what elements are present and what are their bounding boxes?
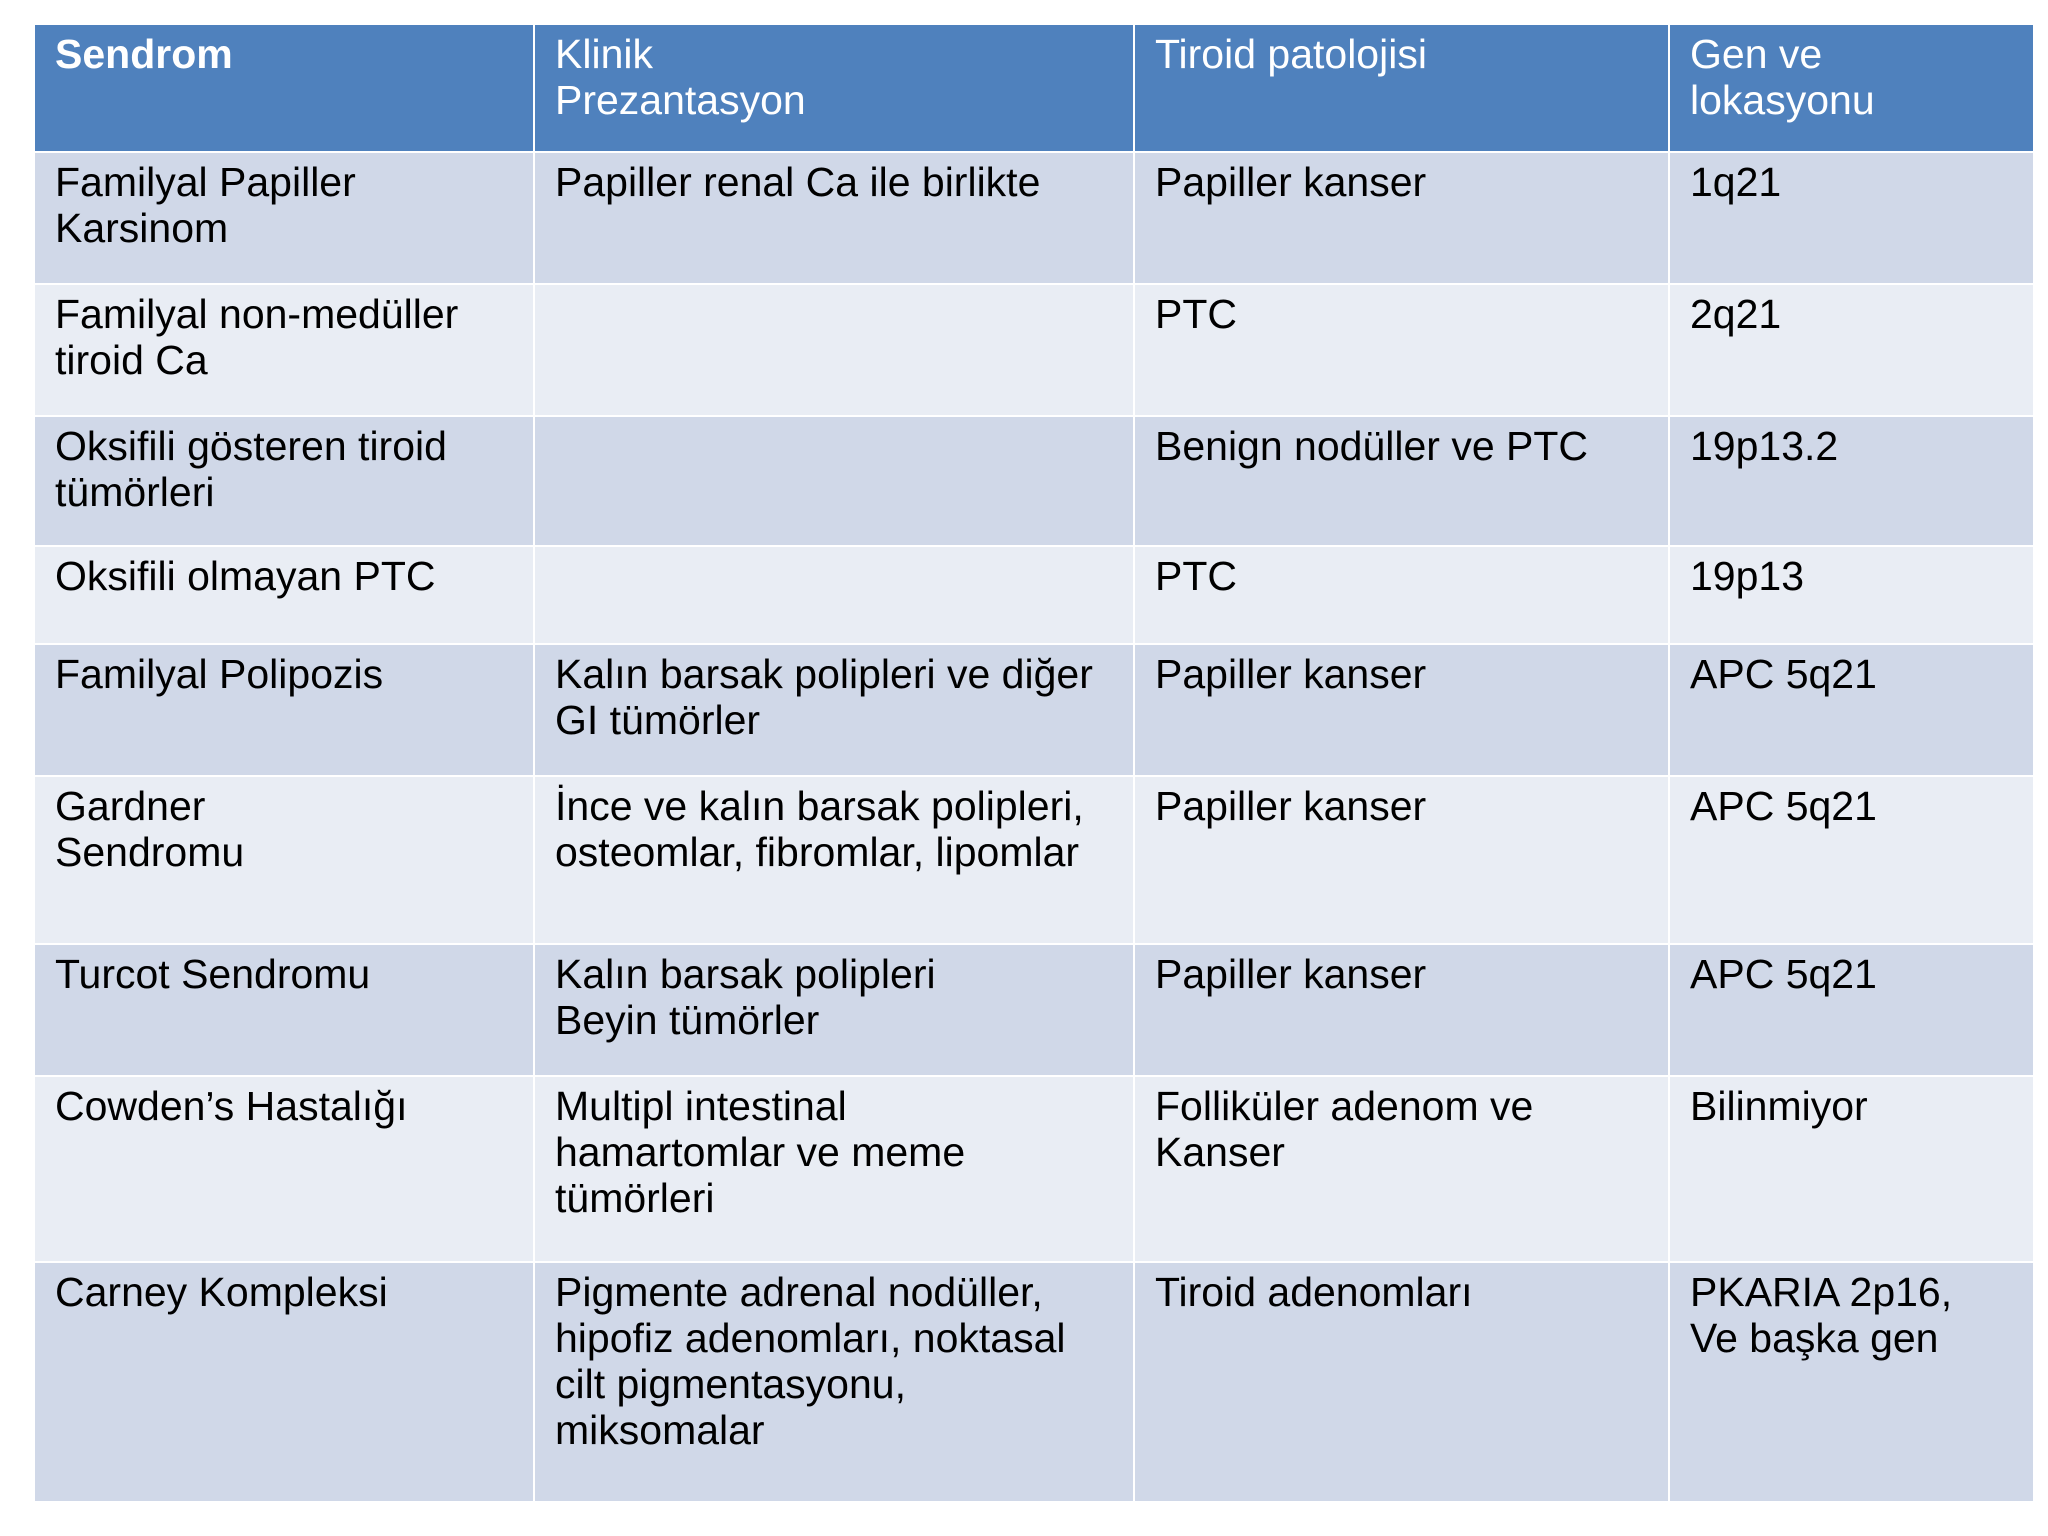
cell-gen: APC 5q21 (1669, 776, 2034, 944)
cell-klinik (534, 284, 1134, 416)
cell-gen: APC 5q21 (1669, 944, 2034, 1076)
cell-sendrom: Familyal Papiller Karsinom (34, 152, 534, 284)
cell-patoloji: Folliküler adenom ve Kanser (1134, 1076, 1669, 1262)
header-tiroid-patolojisi: Tiroid patolojisi (1134, 24, 1669, 152)
cell-sendrom: Familyal Polipozis (34, 644, 534, 776)
cell-klinik (534, 416, 1134, 546)
header-klinik-prezantasyon: Klinik Prezantasyon (534, 24, 1134, 152)
cell-sendrom: Gardner Sendromu (34, 776, 534, 944)
table-row (34, 152, 2034, 284)
cell-patoloji: Benign nodüller ve PTC (1134, 416, 1669, 546)
table-row (34, 546, 2034, 644)
cell-klinik: Pigmente adrenal nodüller, hipofiz adenomları, noktasal cilt pigmentasyonu, miksomalar (534, 1262, 1134, 1502)
table-header-row (34, 24, 2034, 152)
table-row (34, 944, 2034, 1076)
table-row (34, 284, 2034, 416)
cell-klinik (534, 546, 1134, 644)
header-gen-ve-lokasyonu: Gen ve lokasyonu (1669, 24, 2034, 152)
cell-patoloji: Papiller kanser (1134, 644, 1669, 776)
cell-patoloji: Papiller kanser (1134, 776, 1669, 944)
table-row (34, 416, 2034, 546)
cell-gen: 1q21 (1669, 152, 2034, 284)
cell-klinik: Multipl intestinal hamartomlar ve meme tümörleri (534, 1076, 1134, 1262)
cell-gen: PKARIA 2p16, Ve başka gen (1669, 1262, 2034, 1502)
cell-klinik: İnce ve kalın barsak polipleri, osteomlar, fibromlar, lipomlar (534, 776, 1134, 944)
header-sendrom: Sendrom (34, 24, 534, 152)
cell-gen: 19p13 (1669, 546, 2034, 644)
cell-gen: 2q21 (1669, 284, 2034, 416)
table-row (34, 1076, 2034, 1262)
cell-gen: APC 5q21 (1669, 644, 2034, 776)
table-row (34, 776, 2034, 944)
cell-gen: 19p13.2 (1669, 416, 2034, 546)
cell-klinik: Papiller renal Ca ile birlikte (534, 152, 1134, 284)
cell-patoloji: PTC (1134, 546, 1669, 644)
cell-sendrom: Turcot Sendromu (34, 944, 534, 1076)
cell-patoloji: PTC (1134, 284, 1669, 416)
cell-patoloji: Papiller kanser (1134, 944, 1669, 1076)
cell-klinik: Kalın barsak polipleri ve diğer GI tümörler (534, 644, 1134, 776)
table-row (34, 644, 2034, 776)
cell-gen: Bilinmiyor (1669, 1076, 2034, 1262)
cell-sendrom: Oksifili olmayan PTC (34, 546, 534, 644)
cell-sendrom: Oksifili gösteren tiroid tümörleri (34, 416, 534, 546)
cell-sendrom: Cowden’s Hastalığı (34, 1076, 534, 1262)
cell-patoloji: Papiller kanser (1134, 152, 1669, 284)
table-row (34, 1262, 2034, 1502)
syndrome-table (33, 23, 2035, 1503)
cell-sendrom: Familyal non-medüller tiroid Ca (34, 284, 534, 416)
cell-klinik: Kalın barsak polipleri Beyin tümörler (534, 944, 1134, 1076)
cell-patoloji: Tiroid adenomları (1134, 1262, 1669, 1502)
cell-sendrom: Carney Kompleksi (34, 1262, 534, 1502)
